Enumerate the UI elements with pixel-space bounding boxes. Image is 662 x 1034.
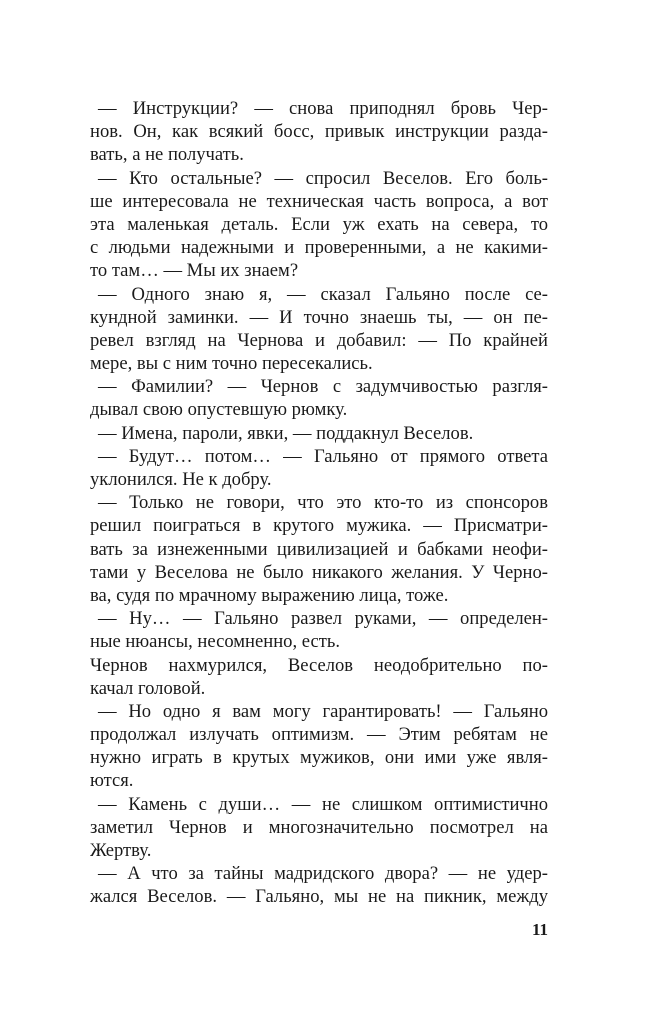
text-line: мере, вы с ним точно пересекались. xyxy=(90,353,373,375)
text-line: Жертву. xyxy=(90,840,152,861)
text-line: заметил Чернов и многозначительно посмотрел на xyxy=(90,816,548,838)
text-line: ные нюансы, несомненно, есть. xyxy=(90,631,340,653)
text-line: — Ну… — Гальяно развел руками, — определен- xyxy=(98,608,548,630)
text-line: — Камень с души… — не слишком оптимистично xyxy=(98,793,548,815)
text-line: — Фамилии? — Чернов с задумчивостью разгля- xyxy=(98,376,548,398)
text-line: дывал свою опустевшую рюмку. xyxy=(90,399,348,421)
text-line: — Одного знаю я, — сказал Гальяно после се- xyxy=(98,283,548,305)
text-line: Чернов нахмурился, Веселов неодобрительно по- xyxy=(90,654,548,676)
text-line: продолжал излучать оптимизм. — Этим ребятам не xyxy=(90,724,548,746)
text-line: нужно играть в крутых мужиков, они ими уже явля- xyxy=(90,747,548,769)
text-line: ва, судя по мрачному выражению лица, тоже. xyxy=(90,584,449,606)
text-line: то там… — Мы их знаем? xyxy=(90,260,299,282)
text-line: кундной заминки. — И точно знаешь ты, — он пе- xyxy=(90,306,548,328)
text-line: тами у Веселова не было никакого желания. У Черно- xyxy=(90,561,548,583)
body-text xyxy=(90,97,548,909)
text-line: эта маленькая деталь. Если уж ехать на севера, то xyxy=(90,213,548,235)
page-number: 11 xyxy=(531,920,548,939)
text-line: — Будут… потом… — Гальяно от прямого ответа xyxy=(98,445,548,467)
text-line: ревел взгляд на Чернова и добавил: — По крайней xyxy=(90,329,548,351)
text-line: уклонился. Не к добру. xyxy=(90,469,272,490)
text-line: — А что за тайны мадридского двора? — не удер- xyxy=(98,863,548,885)
text-line: — Инструкции? — снова приподнял бровь Чер- xyxy=(98,98,548,119)
text-line: вать за изнеженными цивилизацией и бабками неофи- xyxy=(90,538,548,560)
text-line: — Имена, пароли, явки, — поддакнул Веселов. xyxy=(98,422,474,444)
text-line: с людьми надежными и проверенными, а не какими- xyxy=(90,237,548,259)
text-line: нов. Он, как всякий босс, привык инструкции разда- xyxy=(90,121,548,143)
text-line: вать, а не получать. xyxy=(90,144,244,166)
text-line: решил поиграться в крутого мужика. — Присматри- xyxy=(90,515,548,537)
text-line: — Но одно я вам могу гарантировать! — Гальяно xyxy=(98,700,548,722)
text-line: ше интересовала не техническая часть вопроса, а вот xyxy=(90,190,548,212)
text-line: — Кто остальные? — спросил Веселов. Его боль- xyxy=(98,167,548,189)
text-line: жался Веселов. — Гальяно, мы не на пикник, между xyxy=(90,886,548,908)
text-line: качал головой. xyxy=(90,677,206,699)
text-line: — Только не говори, что это кто-то из спонсоров xyxy=(98,492,548,514)
text-line: ются. xyxy=(90,770,134,792)
